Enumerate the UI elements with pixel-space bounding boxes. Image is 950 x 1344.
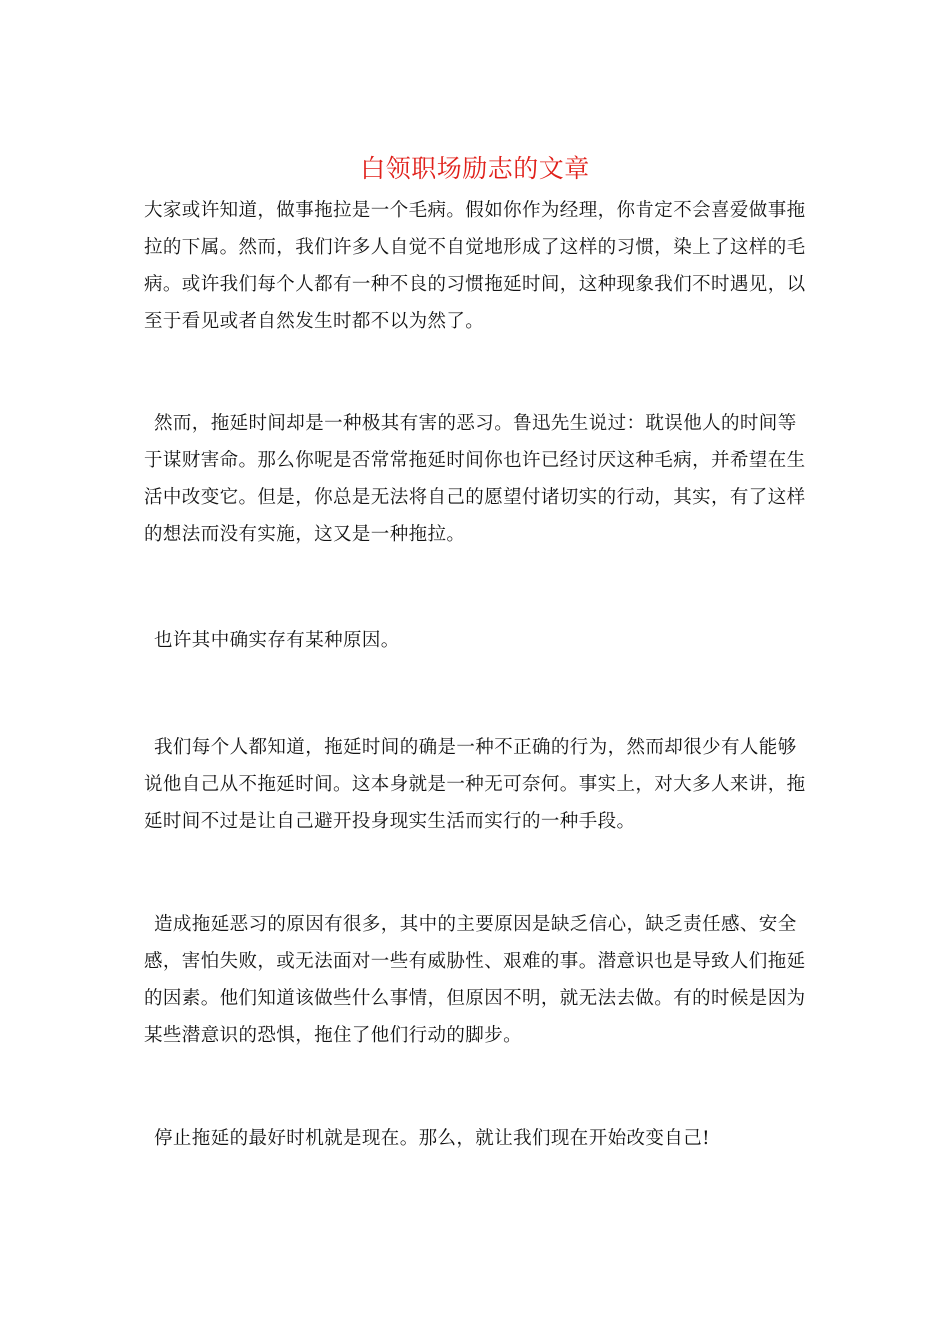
document-title: 白领职场励志的文章 — [360, 154, 590, 183]
paragraph-3: 也许其中确实存有某种原因。 — [154, 630, 400, 651]
paragraph-6: 停止拖延的最好时机就是现在。那么，就让我们现在开始改变自己! — [154, 1128, 710, 1149]
paragraph-5: 造成拖延恶习的原因有很多，其中的主要原因是缺乏信心，缺乏责任感、安全感，害怕失败，或无法面对一些有威胁性、艰难的事。潜意识也是导致人们拖延的因素。他们知道该做些什么事情，但原因不明，就无法去做。有的时候是因为某些潜意识的恐惧，拖住了他们行动的脚步。 — [144, 914, 806, 1046]
paragraph-1: 大家或许知道，做事拖拉是一个毛病。假如你作为经理，你肯定不会喜爱做事拖拉的下属。然而，我们许多人自觉不自觉地形成了这样的习惯，染上了这样的毛病。或许我们每个人都有一种不良的习惯拖延时间，这种现象我们不时遇见，以至于看见或者自然发生时都不以为然了。 — [144, 200, 806, 332]
paragraph-2: 然而，拖延时间却是一种极其有害的恶习。鲁迅先生说过：耽误他人的时间等于谋财害命。那么你呢是否常常拖延时间你也许已经讨厌这种毛病，并希望在生活中改变它。但是，你总是无法将自己的愿望付诸切实的行动，其实，有了这样的想法而没有实施，这又是一种拖拉。 — [144, 413, 806, 545]
paragraph-4: 我们每个人都知道，拖延时间的确是一种不正确的行为，然而却很少有人能够说他自己从不拖延时间。这本身就是一种无可奈何。事实上，对大多人来讲，拖延时间不过是让自己避开投身现实生活而实行的一种手段。 — [144, 737, 806, 832]
